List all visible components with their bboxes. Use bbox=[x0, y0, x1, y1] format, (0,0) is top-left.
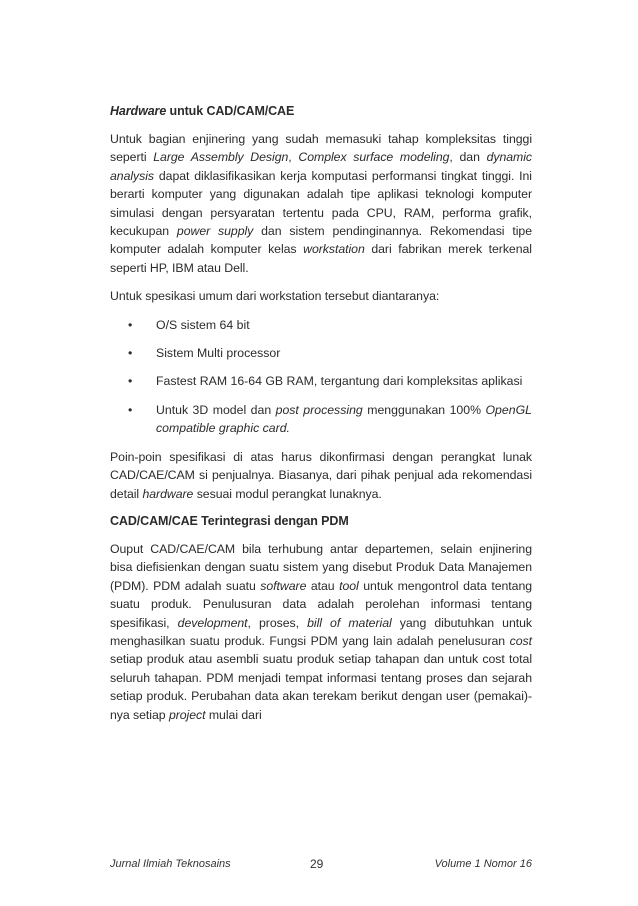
bullet-icon: • bbox=[128, 317, 133, 332]
paragraph: Untuk bagian enjinering yang sudah memasuki tahap kompleksitas tinggi seperti Large Assembly Design, Complex surface modeling, dan dynamic analysis dapat diklasifikasikan kerja komputasi performansi tingkat tinggi. Ini berarti komputer yang digunakan adalah tipe aplikasi teknologi komputer simulasi dengan persyaratan tertentu pada CPU, RAM, performa grafik, kecukupan power supply dan sistem pendinginannya. Rekomendasi tipe komputer adalah komputer kelas workstation dari fabrikan merek terkenal seperti HP, IBM atau Dell. bbox=[110, 132, 533, 275]
bullet-icon: • bbox=[128, 374, 133, 389]
bullet-icon: • bbox=[128, 346, 133, 361]
list-item bbox=[110, 401, 532, 438]
journal-name: Jurnal Ilmiah Teknosains bbox=[110, 858, 231, 870]
spec-list bbox=[110, 316, 532, 438]
list-item-text: Untuk 3D model dan post processing menggunakan 100% OpenGL compatible graphic card. bbox=[156, 402, 532, 436]
list-item-text: Fastest RAM 16-64 GB RAM, tergantung dari kompleksitas aplikasi bbox=[156, 374, 523, 389]
emphasis-text: dynamic analysis bbox=[110, 150, 533, 183]
emphasis-text: Large Assembly Design bbox=[153, 150, 289, 165]
paragraph: Untuk spesikasi umum dari workstation tersebut diantaranya: bbox=[110, 289, 440, 304]
paragraph: Ouput CAD/CAE/CAM bila terhubung antar departemen, selain enjinering bisa diefisienkan dengan suatu sistem yang disebut Produk Data Manajemen (PDM). PDM adalah suatu software atau tool untuk mengontrol data tentang suatu produk. Penulusuran data adalah perolehan informasi tentang spesifikasi, development, proses, bill of material yang dibutuhkan untuk menghasilkan suatu produk. Fungsi PDM yang lain adalah penelusuran cost setiap produk atau asembli suatu produk setiap tahapan dan untuk cost total seluruh tahapan. PDM menjadi tempat informasi tentang proses dan sejarah setiap produk. Perubahan data akan terekam berikut dengan user (pemakai)-nya setiap project mulai dari bbox=[110, 541, 533, 722]
list-item bbox=[110, 372, 532, 390]
volume-info: Volume 1 Nomor 16 bbox=[434, 858, 532, 870]
emphasis-text: post processing bbox=[275, 402, 363, 417]
emphasis-text: power supply bbox=[176, 224, 254, 239]
emphasis-text: software bbox=[260, 578, 307, 593]
page-footer bbox=[110, 858, 532, 874]
emphasis-text: bill of material bbox=[307, 615, 392, 630]
bullet-icon: • bbox=[128, 402, 133, 417]
list-item bbox=[110, 344, 532, 362]
emphasis-text: tool bbox=[339, 578, 359, 593]
paragraph: Poin-poin spesifikasi di atas harus dikonfirmasi dengan perangkat lunak CAD/CAE/CAM si penjualnya. Biasanya, dari pihak penjual ada rekomendasi detail hardware sesuai modul perangkat lunaknya. bbox=[110, 449, 532, 501]
document-page bbox=[110, 103, 532, 734]
emphasis-text: project bbox=[168, 707, 206, 722]
section-heading-hardware bbox=[110, 103, 532, 120]
list-item bbox=[110, 316, 532, 334]
emphasis-text: hardware bbox=[142, 486, 194, 501]
list-item-text: Sistem Multi processor bbox=[156, 346, 281, 361]
emphasis-text: cost bbox=[509, 633, 532, 648]
emphasis-text: Complex surface modeling bbox=[298, 150, 450, 165]
heading-italic-part: Hardware bbox=[110, 104, 167, 118]
emphasis-text: workstation bbox=[303, 242, 365, 257]
section-heading-pdm: CAD/CAM/CAE Terintegrasi dengan PDM bbox=[110, 513, 349, 528]
list-item-text: O/S sistem 64 bit bbox=[156, 317, 250, 332]
emphasis-text: development bbox=[177, 615, 248, 630]
heading-rest: untuk CAD/CAM/CAE bbox=[166, 104, 295, 118]
page-number: 29 bbox=[310, 857, 324, 871]
emphasis-text: OpenGL compatible graphic card. bbox=[156, 402, 532, 436]
